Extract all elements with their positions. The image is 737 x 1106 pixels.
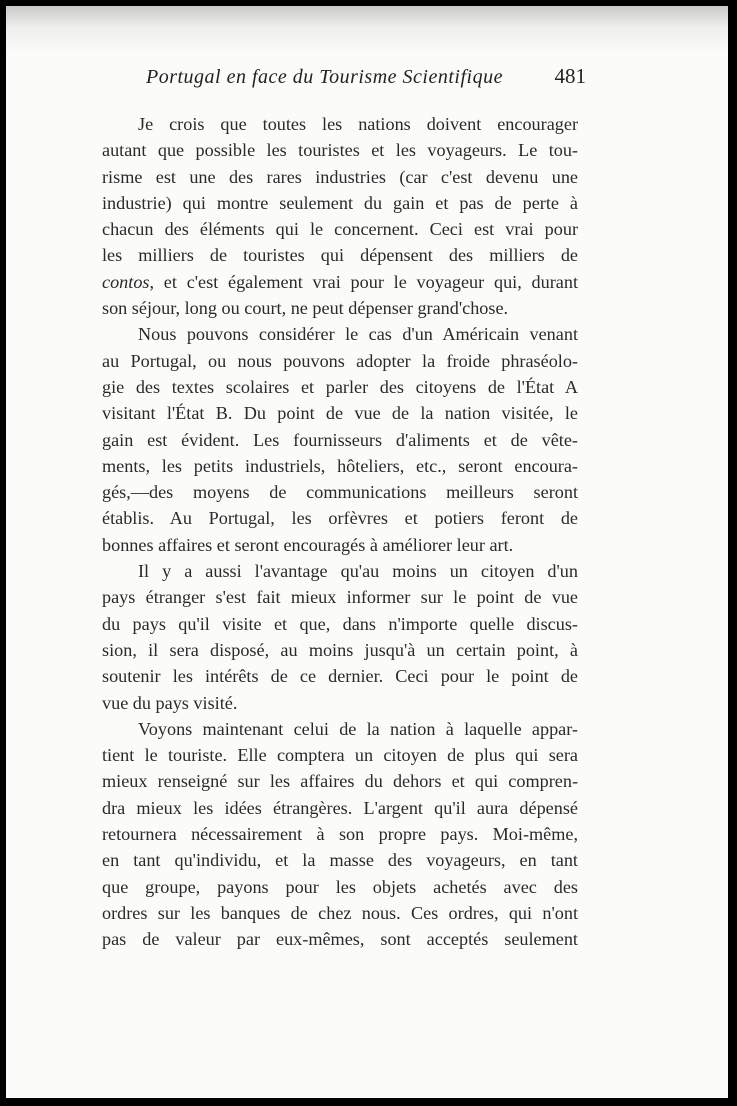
page-header [146, 64, 586, 94]
text-line: Il y a aussi l'avantage qu'au moins un citoyen d'un [138, 561, 578, 582]
paragraph [102, 558, 578, 716]
text-line: ments, les petits industriels, hôteliers, etc., seront encoura- [102, 455, 578, 476]
text-line: retournera nécessairement à son propre pays. Moi-même, [102, 824, 578, 845]
text-line: visitant l'État B. Du point de vue de la nation visitée, le [102, 403, 578, 424]
text-line: dra mieux les idées étrangères. L'argent qu'il aura dépensé [102, 797, 578, 818]
text-line: son séjour, long ou court, ne peut dépenser grand'chose. [102, 298, 509, 319]
text-line: du pays qu'il visite et que, dans n'importe quelle discus- [102, 613, 578, 634]
text-line: sion, il sera disposé, au moins jusqu'à un certain point, à [102, 639, 578, 660]
text-fragment: , et c'est également vrai pour le voyageur qui, durant [149, 271, 578, 292]
text-line: autant que possible les touristes et les voyageurs. Le tou- [102, 140, 578, 161]
text-line: en tant qu'individu, et la masse des voyageurs, en tant [102, 850, 578, 871]
text-line: Je crois que toutes les nations doivent encourager [138, 114, 578, 134]
text-line: industrie) qui montre seulement du gain et pas de perte à [102, 192, 578, 213]
paragraph [102, 716, 578, 953]
text-line: gés,—des moyens de communications meilleurs seront [102, 482, 578, 503]
text-line: vue du pays visité. [102, 692, 238, 713]
text-line: chacun des éléments qui le concernent. Ceci est vrai pour [102, 219, 578, 240]
running-title: Portugal en face du Tourisme Scientifique [146, 66, 503, 88]
text-line: pas de valeur par eux-mêmes, sont acceptés seulement [102, 929, 578, 950]
text-line: les milliers de touristes qui dépensent des milliers de [102, 245, 578, 266]
body-text [102, 111, 578, 953]
text-line-with-italic [102, 269, 578, 295]
text-line: que groupe, payons pour les objets achetés avec des [102, 876, 578, 897]
text-line: ordres sur les banques de chez nous. Ces ordres, qui n'ont [102, 902, 578, 923]
scan-shadow [6, 6, 728, 54]
text-line: Nous pouvons considérer le cas d'un Américain venant [138, 324, 578, 345]
paragraph [102, 111, 578, 321]
text-line: gie des textes scolaires et parler des citoyens de l'État A [102, 376, 578, 397]
text-line: établis. Au Portugal, les orfèvres et potiers feront de [102, 508, 578, 529]
text-line: Voyons maintenant celui de la nation à laquelle appar- [138, 718, 578, 739]
text-line: soutenir les intérêts de ce dernier. Ceci pour le point de [102, 666, 578, 687]
paragraph [102, 321, 578, 558]
text-line: mieux renseigné sur les affaires du dehors et qui compren- [102, 771, 578, 792]
italic-word: contos [102, 271, 150, 292]
text-line: tient le touriste. Elle comptera un citoyen de plus qui sera [102, 745, 578, 766]
text-line: gain est évident. Les fournisseurs d'aliments et de vête- [102, 429, 578, 450]
page-number: 481 [554, 64, 586, 88]
text-line: bonnes affaires et seront encouragés à améliorer leur art. [102, 534, 514, 555]
book-page [6, 6, 728, 1098]
text-line: au Portugal, ou nous pouvons adopter la froide phraséolo- [102, 350, 578, 371]
text-line: risme est une des rares industries (car c'est devenu une [102, 166, 578, 187]
text-line: pays étranger s'est fait mieux informer sur le point de vue [102, 587, 578, 608]
